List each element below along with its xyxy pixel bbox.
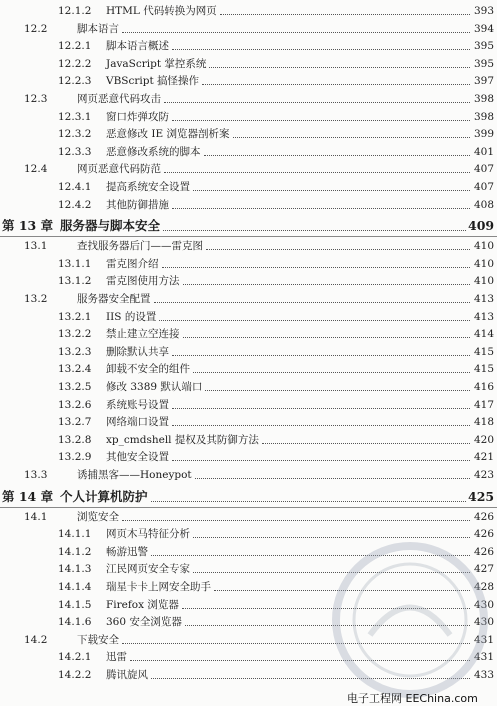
toc-page-number: 431 [473, 633, 494, 646]
toc-number: 12.3.3 [58, 145, 92, 158]
toc-number: 12.2.3 [58, 75, 92, 88]
toc-number: 12.3 [24, 93, 48, 105]
toc-number: 13.1.2 [58, 275, 92, 288]
toc-page-number: 393 [473, 5, 494, 17]
toc-entry-subsection [0, 398, 497, 412]
dot-leader [183, 337, 471, 338]
toc-title: IIS 的设置 [106, 310, 157, 323]
toc-number: 13.2 [24, 293, 48, 305]
toc-number: 13.2.3 [58, 345, 92, 358]
toc-page-number: 430 [473, 616, 494, 629]
toc-title: 个人计算机防护 [60, 488, 148, 504]
toc-entry-subsection [0, 39, 497, 53]
toc-number: 12.3.1 [58, 110, 92, 123]
toc-page-number: 414 [473, 328, 494, 341]
dot-leader [151, 501, 466, 502]
toc-title: HTML 代码转换为网页 [106, 5, 217, 17]
toc-page-number: 427 [473, 563, 494, 576]
toc-number: 12.4.1 [58, 181, 92, 193]
toc-entry-subsection [0, 145, 497, 159]
toc-number: 14.1.6 [58, 616, 92, 629]
toc-page-number: 413 [473, 310, 494, 323]
toc-title: xp_cmdshell 提权及其防御方法 [106, 433, 259, 446]
chapter-divider [0, 236, 497, 237]
toc-entry-section [0, 22, 497, 36]
toc-entry-subsection [0, 180, 497, 194]
toc-entry-subsection [0, 74, 497, 88]
toc-number: 14.2.1 [58, 651, 92, 664]
toc-page-number: 415 [473, 363, 494, 376]
toc-title: JavaScript 掌控系统 [106, 57, 207, 70]
dot-leader [233, 137, 471, 138]
toc-number: 第 14 章 [2, 488, 54, 504]
toc-number: 14.1.2 [58, 545, 92, 558]
toc-entry-subsection [0, 257, 497, 271]
toc-page-number: 397 [473, 75, 494, 88]
toc-page-number: 394 [473, 22, 494, 35]
toc-title: 下载安全 [77, 633, 119, 646]
toc-page-number: 399 [473, 128, 494, 141]
toc-title: 网页恶意代码防范 [77, 163, 161, 176]
toc-entry-subsection [0, 198, 497, 212]
toc-number: 14.1.5 [58, 598, 92, 611]
toc-number: 12.3.2 [58, 128, 92, 141]
toc-title: VBScript 搞怪操作 [106, 75, 200, 88]
toc-page-number: 407 [473, 163, 494, 176]
toc-title: 卸载不安全的组件 [106, 363, 190, 376]
dot-leader [164, 172, 470, 173]
toc-title: 查找服务器后门——雷克图 [77, 240, 203, 253]
toc-title: 江民网页安全专家 [106, 563, 190, 576]
toc-title: 服务器安全配置 [77, 293, 151, 305]
toc-page-number: 398 [473, 93, 494, 105]
toc-entry-subsection [0, 274, 497, 288]
toc-number: 13.3 [24, 469, 48, 481]
toc-title: 恶意修改 IE 浏览器剖析案 [106, 128, 230, 141]
toc-number: 14.1.4 [58, 581, 92, 593]
toc-number: 12.4 [24, 163, 48, 176]
dot-leader [172, 355, 470, 356]
toc-number: 13.2.5 [58, 381, 92, 393]
toc-number: 13.2.6 [58, 398, 92, 411]
toc-title: 网页木马特征分析 [106, 528, 190, 541]
toc-page-number: 407 [473, 181, 494, 193]
toc-page-number: 418 [473, 416, 494, 429]
toc-page-number: 410 [473, 257, 494, 270]
toc-number: 14.1 [24, 510, 48, 523]
toc-number: 14.1.3 [58, 563, 92, 576]
toc-entry-subsection [0, 433, 497, 447]
toc-title: 脚本语言概述 [106, 40, 169, 53]
toc-title: 雷克图介绍 [106, 257, 159, 270]
toc-entry-subsection [0, 362, 497, 376]
dot-leader [209, 67, 470, 68]
toc-number: 13.2.8 [58, 433, 92, 446]
dot-leader [202, 84, 470, 85]
toc-title: 脚本语言 [77, 22, 119, 35]
dot-leader [172, 120, 470, 121]
toc-page-number: 426 [473, 528, 494, 541]
toc-page-number: 428 [473, 581, 494, 593]
toc-entry-subsection [0, 310, 497, 324]
dot-leader [195, 478, 470, 479]
dot-leader [172, 208, 470, 209]
toc-title: 网络端口设置 [106, 416, 169, 429]
toc-number: 14.2.2 [58, 669, 92, 681]
toc-title: 迅雷 [106, 651, 127, 664]
toc-page-number: 398 [473, 110, 494, 123]
toc-title: 网页恶意代码攻击 [77, 93, 161, 105]
circular-stamp-icon [330, 540, 490, 700]
toc-entry-section [0, 292, 497, 306]
toc-page-number: 408 [473, 198, 494, 211]
toc-page-number: 433 [473, 669, 494, 681]
toc-entry-subsection [0, 4, 497, 18]
toc-number: 14.2 [24, 633, 48, 646]
toc-page-number: 415 [473, 345, 494, 358]
toc-entry-section [0, 468, 497, 482]
dot-leader [193, 372, 470, 373]
dot-leader [159, 320, 470, 321]
toc-number: 13.2.1 [58, 310, 92, 323]
toc-number: 12.2 [24, 22, 48, 35]
toc-entry-subsection [0, 380, 497, 394]
toc-page-number: 430 [473, 598, 494, 611]
toc-title: Firefox 浏览器 [106, 598, 179, 611]
toc-title: 删除默认共享 [106, 345, 169, 358]
dot-leader [204, 155, 471, 156]
dot-leader [205, 390, 470, 391]
dot-leader [172, 425, 470, 426]
toc-page-number: 423 [473, 469, 494, 481]
toc-entry-subsection [0, 450, 497, 464]
toc-number: 13.2.7 [58, 416, 92, 429]
toc-title: 禁止建立空连接 [106, 328, 180, 341]
toc-entry-section [0, 162, 497, 176]
footer-brand: 电子工程网 EEChina.com [347, 692, 478, 705]
toc-entry-subsection [0, 345, 497, 359]
toc-page-number: 417 [473, 398, 494, 411]
toc-page-number: 431 [473, 651, 494, 664]
dot-leader [164, 102, 470, 103]
dot-leader [163, 230, 466, 231]
toc-number: 第 13 章 [2, 218, 54, 234]
dot-leader [220, 14, 470, 15]
toc-entry-subsection [0, 415, 497, 429]
toc-title: 瑞星卡卡上网安全助手 [106, 581, 211, 593]
toc-page-number: 420 [473, 433, 494, 446]
toc-number: 13.1.1 [58, 257, 92, 270]
dot-leader [262, 443, 470, 444]
toc-title: 服务器与脚本安全 [60, 218, 161, 234]
toc-title: 恶意修改系统的脚本 [106, 145, 201, 158]
toc-title: 其他安全设置 [106, 451, 169, 464]
toc-page-number: 425 [468, 488, 495, 504]
toc-page-number: 410 [473, 275, 494, 288]
chapter-divider [0, 507, 497, 508]
toc-entry-chapter [0, 217, 497, 234]
toc-page-number: 395 [473, 57, 494, 70]
dot-leader [172, 460, 470, 461]
toc-number: 12.4.2 [58, 198, 92, 211]
toc-number: 13.2.2 [58, 328, 92, 341]
dot-leader [162, 267, 471, 268]
dot-leader [122, 520, 470, 521]
dot-leader [206, 249, 470, 250]
toc-title: 诱捕黑客——Honeypot [77, 469, 192, 481]
toc-title: 360 安全浏览器 [106, 616, 182, 629]
toc-number: 13.1 [24, 240, 48, 253]
toc-number: 12.2.1 [58, 40, 92, 53]
toc-page-number: 401 [473, 145, 494, 158]
toc-entry-section [0, 239, 497, 253]
toc-page-number: 421 [473, 451, 494, 464]
toc-number: 13.2.4 [58, 363, 92, 376]
toc-title: 浏览安全 [77, 510, 119, 523]
toc-page-number: 395 [473, 40, 494, 53]
toc-number: 14.1.1 [58, 528, 92, 541]
toc-entry-subsection [0, 110, 497, 124]
toc-page-number: 410 [473, 240, 494, 253]
toc-title: 系统账号设置 [106, 398, 169, 411]
dot-leader [183, 284, 471, 285]
dot-leader [122, 32, 470, 33]
toc-title: 雷克图使用方法 [106, 275, 180, 288]
toc-number: 12.2.2 [58, 57, 92, 70]
toc-entry-chapter [0, 488, 497, 505]
toc-entry-subsection [0, 127, 497, 141]
dot-leader [172, 49, 470, 50]
toc-entry-section [0, 510, 497, 524]
toc-title: 窗口炸弹攻防 [106, 110, 169, 123]
toc-number: 12.1.2 [58, 5, 92, 17]
dot-leader [193, 537, 470, 538]
toc-page-number: 413 [473, 293, 494, 305]
toc-page-number: 416 [473, 381, 494, 393]
dot-leader [193, 190, 470, 191]
toc-entry-section [0, 92, 497, 106]
toc-title: 提高系统安全设置 [106, 181, 190, 193]
toc-title: 畅游迅警 [106, 545, 148, 558]
toc-number: 13.2.9 [58, 451, 92, 464]
toc-title: 其他防御措施 [106, 198, 169, 211]
toc-page-number: 409 [468, 218, 495, 234]
toc-page-number: 426 [473, 510, 494, 523]
toc-page-number: 426 [473, 545, 494, 558]
dot-leader [154, 302, 471, 303]
dot-leader [172, 408, 470, 409]
toc-title: 腾讯旋风 [106, 669, 148, 681]
toc-entry-subsection [0, 327, 497, 341]
toc-title: 修改 3389 默认端口 [106, 381, 203, 393]
toc-entry-subsection [0, 57, 497, 71]
